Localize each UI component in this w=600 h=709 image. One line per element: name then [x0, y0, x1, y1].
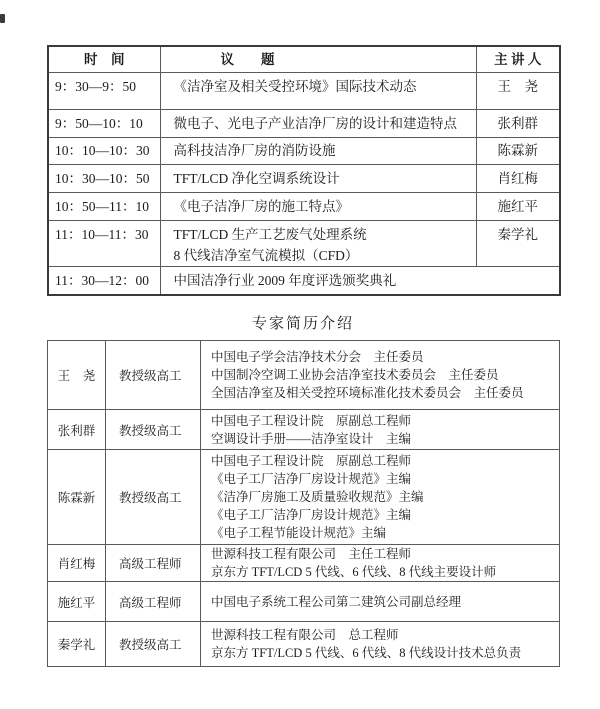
time-cell: 9：30—9：50 — [48, 72, 160, 109]
schedule-header-row — [48, 46, 560, 72]
speaker-cell: 张利群 — [476, 109, 560, 137]
credential-line: 世源科技工程有限公司 总工程师 — [211, 628, 399, 642]
expert-title-cell: 教授级高工 — [106, 622, 201, 667]
topic-line: TFT/LCD 净化空调系统设计 — [173, 170, 340, 186]
speaker-cell: 肖红梅 — [476, 164, 560, 192]
bio-row — [48, 410, 560, 450]
credential-line: 《电子工厂洁净厂房设计规范》主编 — [211, 508, 412, 522]
bio-row — [48, 341, 560, 410]
topic-cell — [160, 72, 476, 109]
expert-title-cell: 教授级高工 — [106, 341, 201, 410]
topic-line: 8 代线洁净室气流模拟（CFD） — [173, 247, 359, 263]
topic-cell — [160, 109, 476, 137]
expert-title-cell: 教授级高工 — [106, 450, 201, 545]
schedule-row — [48, 109, 560, 137]
credential-line: 中国制冷空调工业协会洁净室技术委员会 主任委员 — [211, 368, 499, 382]
expert-name-cell: 肖红梅 — [48, 545, 106, 582]
schedule-row — [48, 220, 560, 266]
col-header-speaker: 主 讲 人 — [476, 46, 560, 72]
credential-line: 《电子工厂洁净厂房设计规范》主编 — [211, 472, 412, 486]
expert-name-cell: 王 尧 — [48, 341, 106, 410]
credential-line: 空调设计手册——洁净室设计 主编 — [211, 431, 412, 446]
schedule-row — [48, 137, 560, 164]
credential-line: 京东方 TFT/LCD 5 代线、6 代线、8 代线主要设计师 — [211, 565, 497, 579]
credential-line: 中国电子系统工程公司第二建筑公司副总经理 — [211, 594, 462, 609]
time-cell: 11：10—11：30 — [48, 220, 160, 266]
expert-name-cell: 秦学礼 — [48, 622, 106, 667]
expert-title-cell: 高级工程师 — [106, 545, 201, 582]
expert-credentials-cell — [201, 545, 560, 582]
topic-line: 中国洁净行业 2009 年度评选颁奖典礼 — [173, 272, 397, 288]
expert-credentials-cell — [201, 341, 560, 410]
expert-title-cell: 教授级高工 — [106, 410, 201, 450]
expert-title-cell: 高级工程师 — [106, 582, 201, 622]
bio-row — [48, 582, 560, 622]
schedule-row — [48, 72, 560, 109]
expert-bio-table — [47, 340, 560, 667]
credential-line: 中国电子学会洁净技术分会 主任委员 — [211, 350, 424, 364]
expert-name-cell: 张利群 — [48, 410, 106, 450]
time-cell: 11：30—12：00 — [48, 266, 160, 295]
expert-credentials-cell — [201, 450, 560, 545]
topic-cell-merged — [160, 266, 560, 295]
bio-section-title: 专家简历介绍 — [251, 316, 354, 332]
credential-line: 《电子工程节能设计规范》主编 — [211, 526, 387, 540]
topic-line: 《洁净室及相关受控环境》国际技术动态 — [173, 78, 417, 94]
speaker-cell: 王 尧 — [476, 72, 560, 109]
topic-cell — [160, 137, 476, 164]
credential-line: 《洁净厂房施工及质量验收规范》主编 — [211, 490, 424, 504]
credential-line: 中国电子工程设计院 原副总工程师 — [211, 413, 412, 428]
schedule-table — [47, 45, 561, 296]
topic-line: 《电子洁净厂房的施工特点》 — [173, 198, 349, 214]
time-cell: 9：50—10：10 — [48, 109, 160, 137]
expert-credentials-cell — [201, 622, 560, 667]
topic-cell — [160, 164, 476, 192]
expert-credentials-cell — [201, 410, 560, 450]
document-page — [47, 45, 559, 667]
time-cell: 10：50—11：10 — [48, 192, 160, 220]
credential-line: 中国电子工程设计院 原副总工程师 — [211, 454, 412, 468]
time-cell: 10：10—10：30 — [48, 137, 160, 164]
topic-line: 高科技洁净厂房的消防设施 — [173, 143, 336, 158]
speaker-cell: 陈霖新 — [476, 137, 560, 164]
credential-line: 全国洁净室及相关受控环境标准化技术委员会 主任委员 — [211, 386, 524, 400]
schedule-row — [48, 164, 560, 192]
bio-row — [48, 622, 560, 667]
topic-cell — [160, 220, 476, 266]
topic-line: TFT/LCD 生产工艺废气处理系统 — [173, 226, 367, 242]
expert-credentials-cell — [201, 582, 560, 622]
col-header-topic: 议 题 — [160, 46, 476, 72]
time-cell: 10：30—10：50 — [48, 164, 160, 192]
topic-cell — [160, 192, 476, 220]
speaker-cell: 秦学礼 — [476, 220, 560, 266]
credential-line: 京东方 TFT/LCD 5 代线、6 代线、8 代线设计技术总负责 — [211, 646, 522, 660]
credential-line: 世源科技工程有限公司 主任工程师 — [211, 547, 412, 561]
expert-name-cell: 施红平 — [48, 582, 106, 622]
scan-artifact — [0, 14, 5, 23]
bio-row — [48, 545, 560, 582]
bio-row — [48, 450, 560, 545]
schedule-row — [48, 192, 560, 220]
schedule-row — [48, 266, 560, 295]
speaker-cell: 施红平 — [476, 192, 560, 220]
col-header-time: 时 间 — [48, 46, 160, 72]
topic-line: 微电子、光电子产业洁净厂房的设计和建造特点 — [173, 115, 457, 131]
expert-name-cell: 陈霖新 — [48, 450, 106, 545]
